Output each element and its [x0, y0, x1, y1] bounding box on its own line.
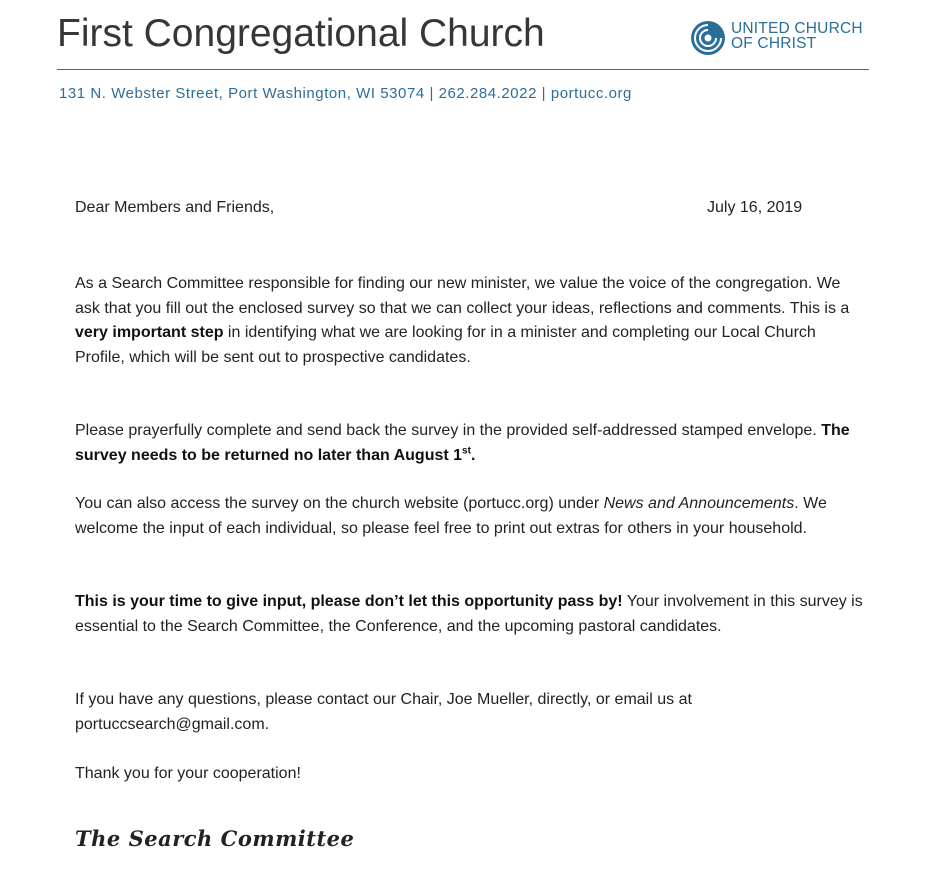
ucc-logo-text: [731, 21, 863, 51]
logo-line-1: UNITED CHURCH: [731, 20, 863, 37]
closing-thanks: Thank you for your cooperation!: [75, 765, 301, 782]
address-line: 131 N. Webster Street, Port Washington, WI 53074 | 262.284.2022 | portucc.org: [59, 85, 632, 102]
deadline-period: .: [470, 446, 476, 464]
deadline-ordinal: st: [462, 445, 471, 457]
church-name-title: First Congregational Church: [57, 12, 545, 55]
deadline-text: The survey needs to be returned no later than August 1: [75, 422, 850, 464]
paragraph-3-text-b: . We welcome the input of each individual, so please feel free to print out extras for others in your household.: [75, 495, 827, 537]
signature: The Search Committee: [75, 826, 355, 851]
paragraph-6: [75, 762, 865, 787]
paragraph-1: [75, 272, 865, 370]
paragraph-1-text-b: in identifying what we are looking for in a minister and completing our Local Church Profile, which will be sent out to prospective candidates.: [75, 324, 816, 366]
paragraph-4: [75, 590, 865, 639]
paragraph-5-text: If you have any questions, please contact our Chair, Joe Mueller, directly, or email us at portuccsearch@gmail.com.: [75, 691, 692, 733]
paragraph-5: [75, 688, 865, 737]
paragraph-2-text-a: Please prayerfully complete and send back the survey in the provided self-addressed stamped envelope.: [75, 422, 822, 439]
paragraph-4-text: Your involvement in this survey is essential to the Search Committee, the Conference, and the upcoming pastoral candidates.: [75, 593, 863, 635]
paragraph-4-bold: This is your time to give input, please don’t let this opportunity pass by!: [75, 593, 623, 610]
salutation: Dear Members and Friends,: [75, 199, 275, 216]
paragraph-3-italic: News and Announcements: [603, 495, 795, 512]
paragraph-1-bold: very important step: [75, 324, 224, 341]
paragraph-1-text-a: As a Search Committee responsible for finding our new minister, we value the voice of the congregation. We ask that you fill out the enclosed survey so that we can collect your ideas, reflections and comments. This is a: [75, 275, 850, 317]
paragraph-3-text-a: You can also access the survey on the church website (portucc.org) under: [75, 495, 604, 512]
letter-date: July 16, 2019: [707, 199, 803, 216]
logo-line-2: OF CHRIST: [731, 35, 817, 52]
ucc-comma-logo-icon: [690, 20, 726, 56]
header-divider: [57, 69, 869, 70]
paragraph-3: [75, 492, 865, 541]
paragraph-2: [75, 419, 865, 468]
